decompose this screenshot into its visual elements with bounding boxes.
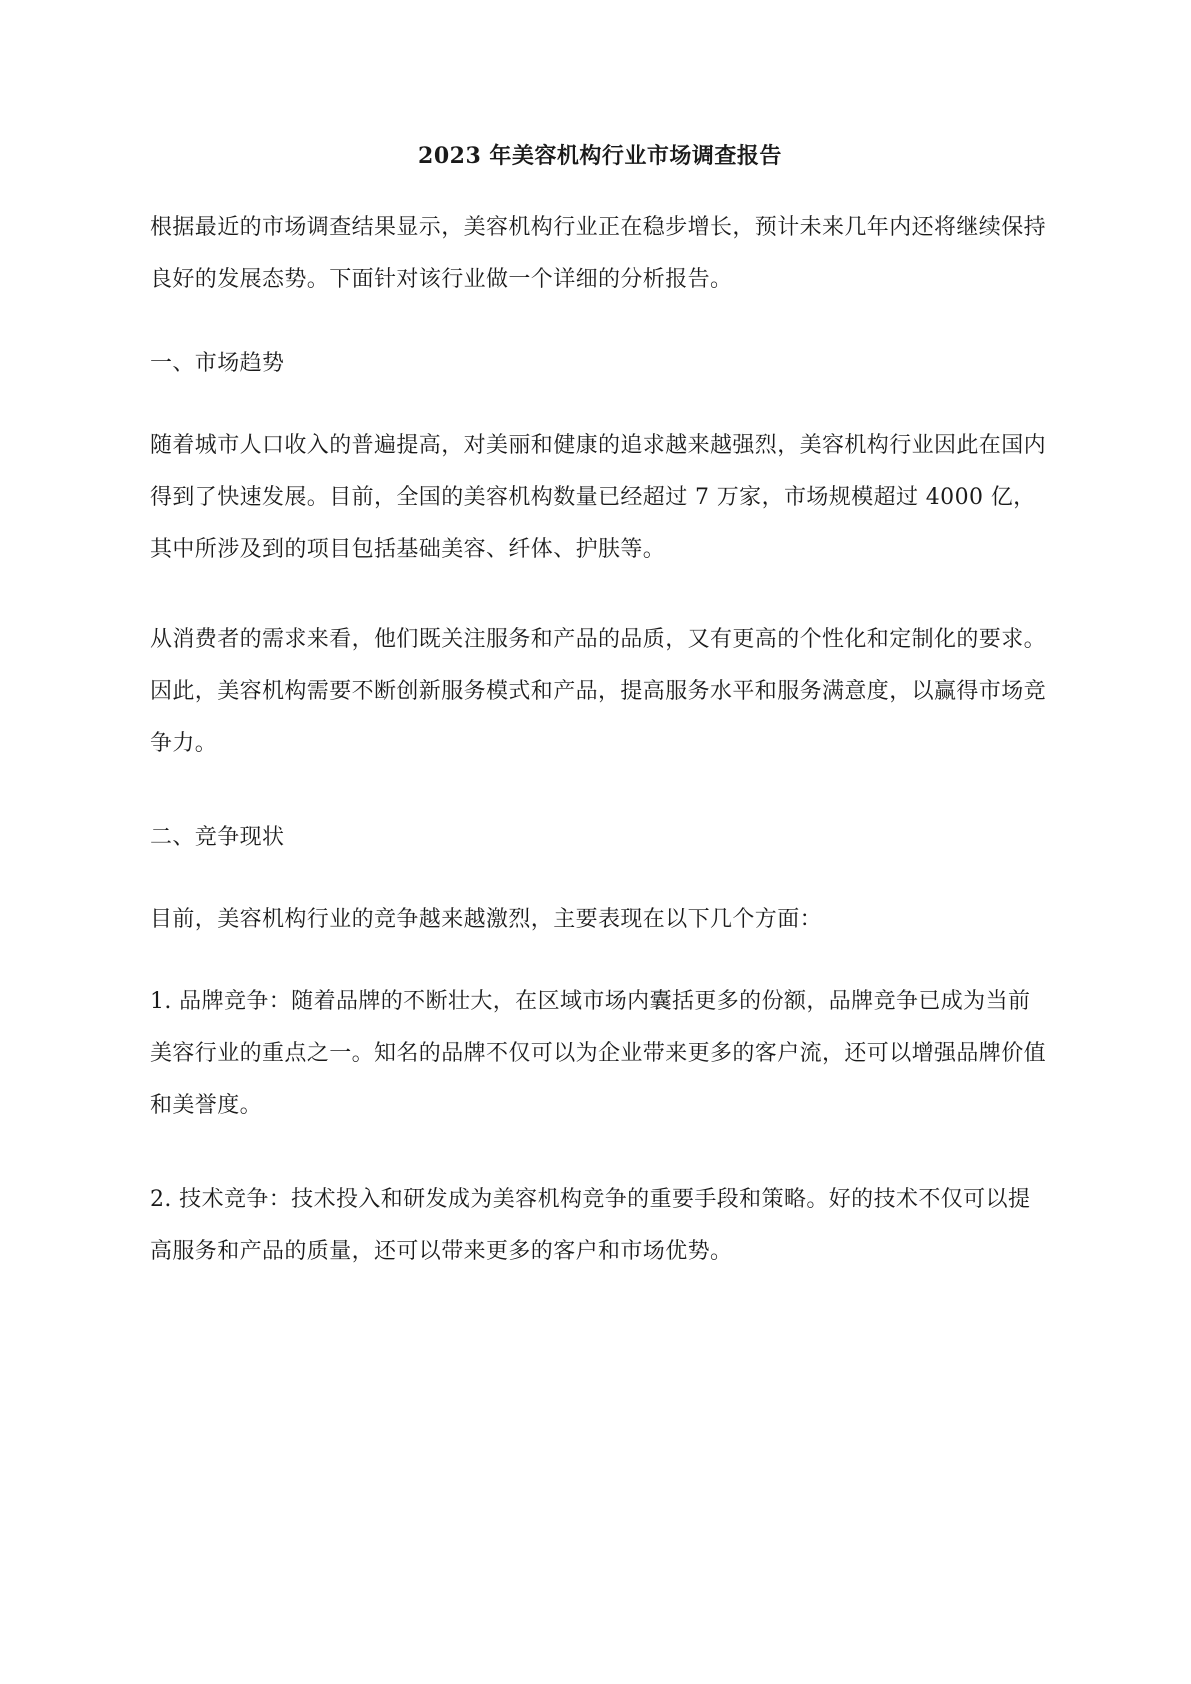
list-item-technology-competition: 2. 技术竞争：技术投入和研发成为美容机构竞争的重要手段和策略。好的技术不仅可以提高服务和产品的质量，还可以带来更多的客户和市场优势。 <box>150 1187 1031 1264</box>
section-heading-market-trend: 一、市场趋势 <box>150 351 285 376</box>
competition-intro-paragraph: 目前，美容机构行业的竞争越来越激烈，主要表现在以下几个方面： <box>150 907 823 932</box>
document-page <box>150 0 1050 1684</box>
market-trend-paragraph-2: 从消费者的需求来看，他们既关注服务和产品的品质，又有更高的个性化和定制化的要求。因此，美容机构需要不断创新服务模式和产品，提高服务水平和服务满意度，以赢得市场竞争力。 <box>150 627 1047 756</box>
intro-paragraph: 根据最近的市场调查结果显示，美容机构行业正在稳步增长，预计未来几年内还将继续保持良好的发展态势。下面针对该行业做一个详细的分析报告。 <box>150 215 1047 292</box>
market-trend-paragraph-1: 随着城市人口收入的普遍提高，对美丽和健康的追求越来越强烈，美容机构行业因此在国内得到了快速发展。目前，全国的美容机构数量已经超过 7 万家，市场规模超过 4000 亿，其中所涉及到的项目包括基础美容、纤体、护肤等。 <box>150 433 1047 562</box>
document-title: 2023 年美容机构行业市场调查报告 <box>418 143 782 169</box>
section-heading-competition: 二、竞争现状 <box>150 825 285 850</box>
list-item-brand-competition: 1. 品牌竞争：随着品牌的不断壮大，在区域市场内囊括更多的份额，品牌竞争已成为当前美容行业的重点之一。知名的品牌不仅可以为企业带来更多的客户流，还可以增强品牌价值和美誉度。 <box>150 989 1047 1118</box>
